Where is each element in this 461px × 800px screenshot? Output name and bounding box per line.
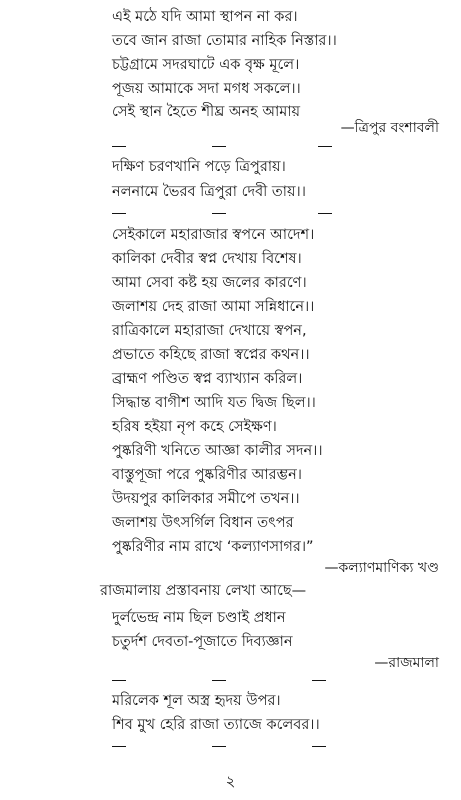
separator-dash xyxy=(112,746,126,747)
verse-line: পূজয় আমাকে সদা মগধ সকলে।। xyxy=(112,81,301,97)
separator-dash xyxy=(318,146,332,147)
verse-line: রাত্রিকালে মহারাজা দেখায়ে স্বপন, xyxy=(112,323,307,339)
verse-line: পুষ্করিণীর নাম রাখে ‘কল্যাণসাগর।” xyxy=(112,539,314,555)
separator-dash xyxy=(212,746,226,747)
verse-line: আমা সেবা কষ্ট হয় জলের কারণে। xyxy=(112,275,307,291)
attribution: —কল্যাণমাণিক্য খণ্ড xyxy=(324,560,439,576)
verse-line: কালিকা দেবীর স্বপ্ন দেখায় বিশেষ। xyxy=(112,251,302,267)
verse-line: প্রভাতে কহিছে রাজা স্বপ্নের কথন।। xyxy=(112,347,310,363)
verse-line: মরিলেক শূল অস্ত্র হৃদয় উপর। xyxy=(112,693,281,709)
separator-dash xyxy=(112,146,126,147)
verse-line: জলাশয় উৎসর্গিল বিধান তৎপর xyxy=(112,515,294,531)
verse-line: দুর্লভেন্দ্র নাম ছিল চণ্ডাই প্রধান xyxy=(112,610,286,626)
verse-line: হরিষ হইয়া নৃপ কহে সেইক্ষণ। xyxy=(112,419,277,435)
attribution: —রাজমালা xyxy=(374,655,439,671)
separator-dash xyxy=(212,680,226,681)
verse-line: সেই স্থান হৈতে শীঘ্র অনহ আমায় xyxy=(112,104,301,120)
verse-line: উদয়পুর কালিকার সমীপে তখন।। xyxy=(112,491,300,507)
verse-line: তবে জান রাজা তোমার নাহিক নিস্তার।। xyxy=(112,33,337,49)
verse-line: পুষ্করিণী খনিতে আজ্ঞা কালীর সদন।। xyxy=(112,443,323,459)
page-number: ২ xyxy=(225,772,236,790)
separator-dash xyxy=(212,213,226,214)
verse-line: শিব মুখ হেরি রাজা ত্যাজে কলেবর।। xyxy=(112,717,320,733)
separator-dash xyxy=(112,213,126,214)
separator-dash xyxy=(312,746,326,747)
verse-line: চট্টগ্রামে সদরঘাটে এক বৃক্ষ মূলে। xyxy=(112,57,300,73)
separator-dash xyxy=(318,213,332,214)
verse-line: ব্রাহ্মণ পণ্ডিত স্বপ্ন ব্যাখ্যান করিল। xyxy=(112,371,303,387)
separator-dash xyxy=(112,680,126,681)
attribution: —ত্রিপুর বংশাবলী xyxy=(340,120,439,136)
verse-line: সেইকালে মহারাজার স্বপনে আদেশ। xyxy=(112,227,315,243)
verse-line: দক্ষিণ চরণখানি পড়ে ত্রিপুরায়। xyxy=(112,159,286,175)
verse-line: জলাশয় দেহ রাজা আমা সন্নিধানে।। xyxy=(112,299,315,315)
separator-dash xyxy=(312,680,326,681)
separator-dash xyxy=(212,146,226,147)
verse-line: বাস্তুপূজা পরে পুষ্করিণীর আরম্ভন। xyxy=(112,467,302,483)
verse-line: চতুর্দশ দেবতা-পূজাতে দিব্যজ্ঞান xyxy=(112,634,293,650)
prose-line: রাজমালায় প্রস্তাবনায় লেখা আছে— xyxy=(100,583,307,599)
verse-line: এই মঠে যদি আমা স্থাপন না কর। xyxy=(112,9,298,25)
verse-line: নলনামে ভৈরব ত্রিপুরা দেবী তায়।। xyxy=(112,184,306,200)
verse-line: সিদ্ধান্ত বাগীশ আদি যত দ্বিজ ছিল।। xyxy=(112,395,316,411)
